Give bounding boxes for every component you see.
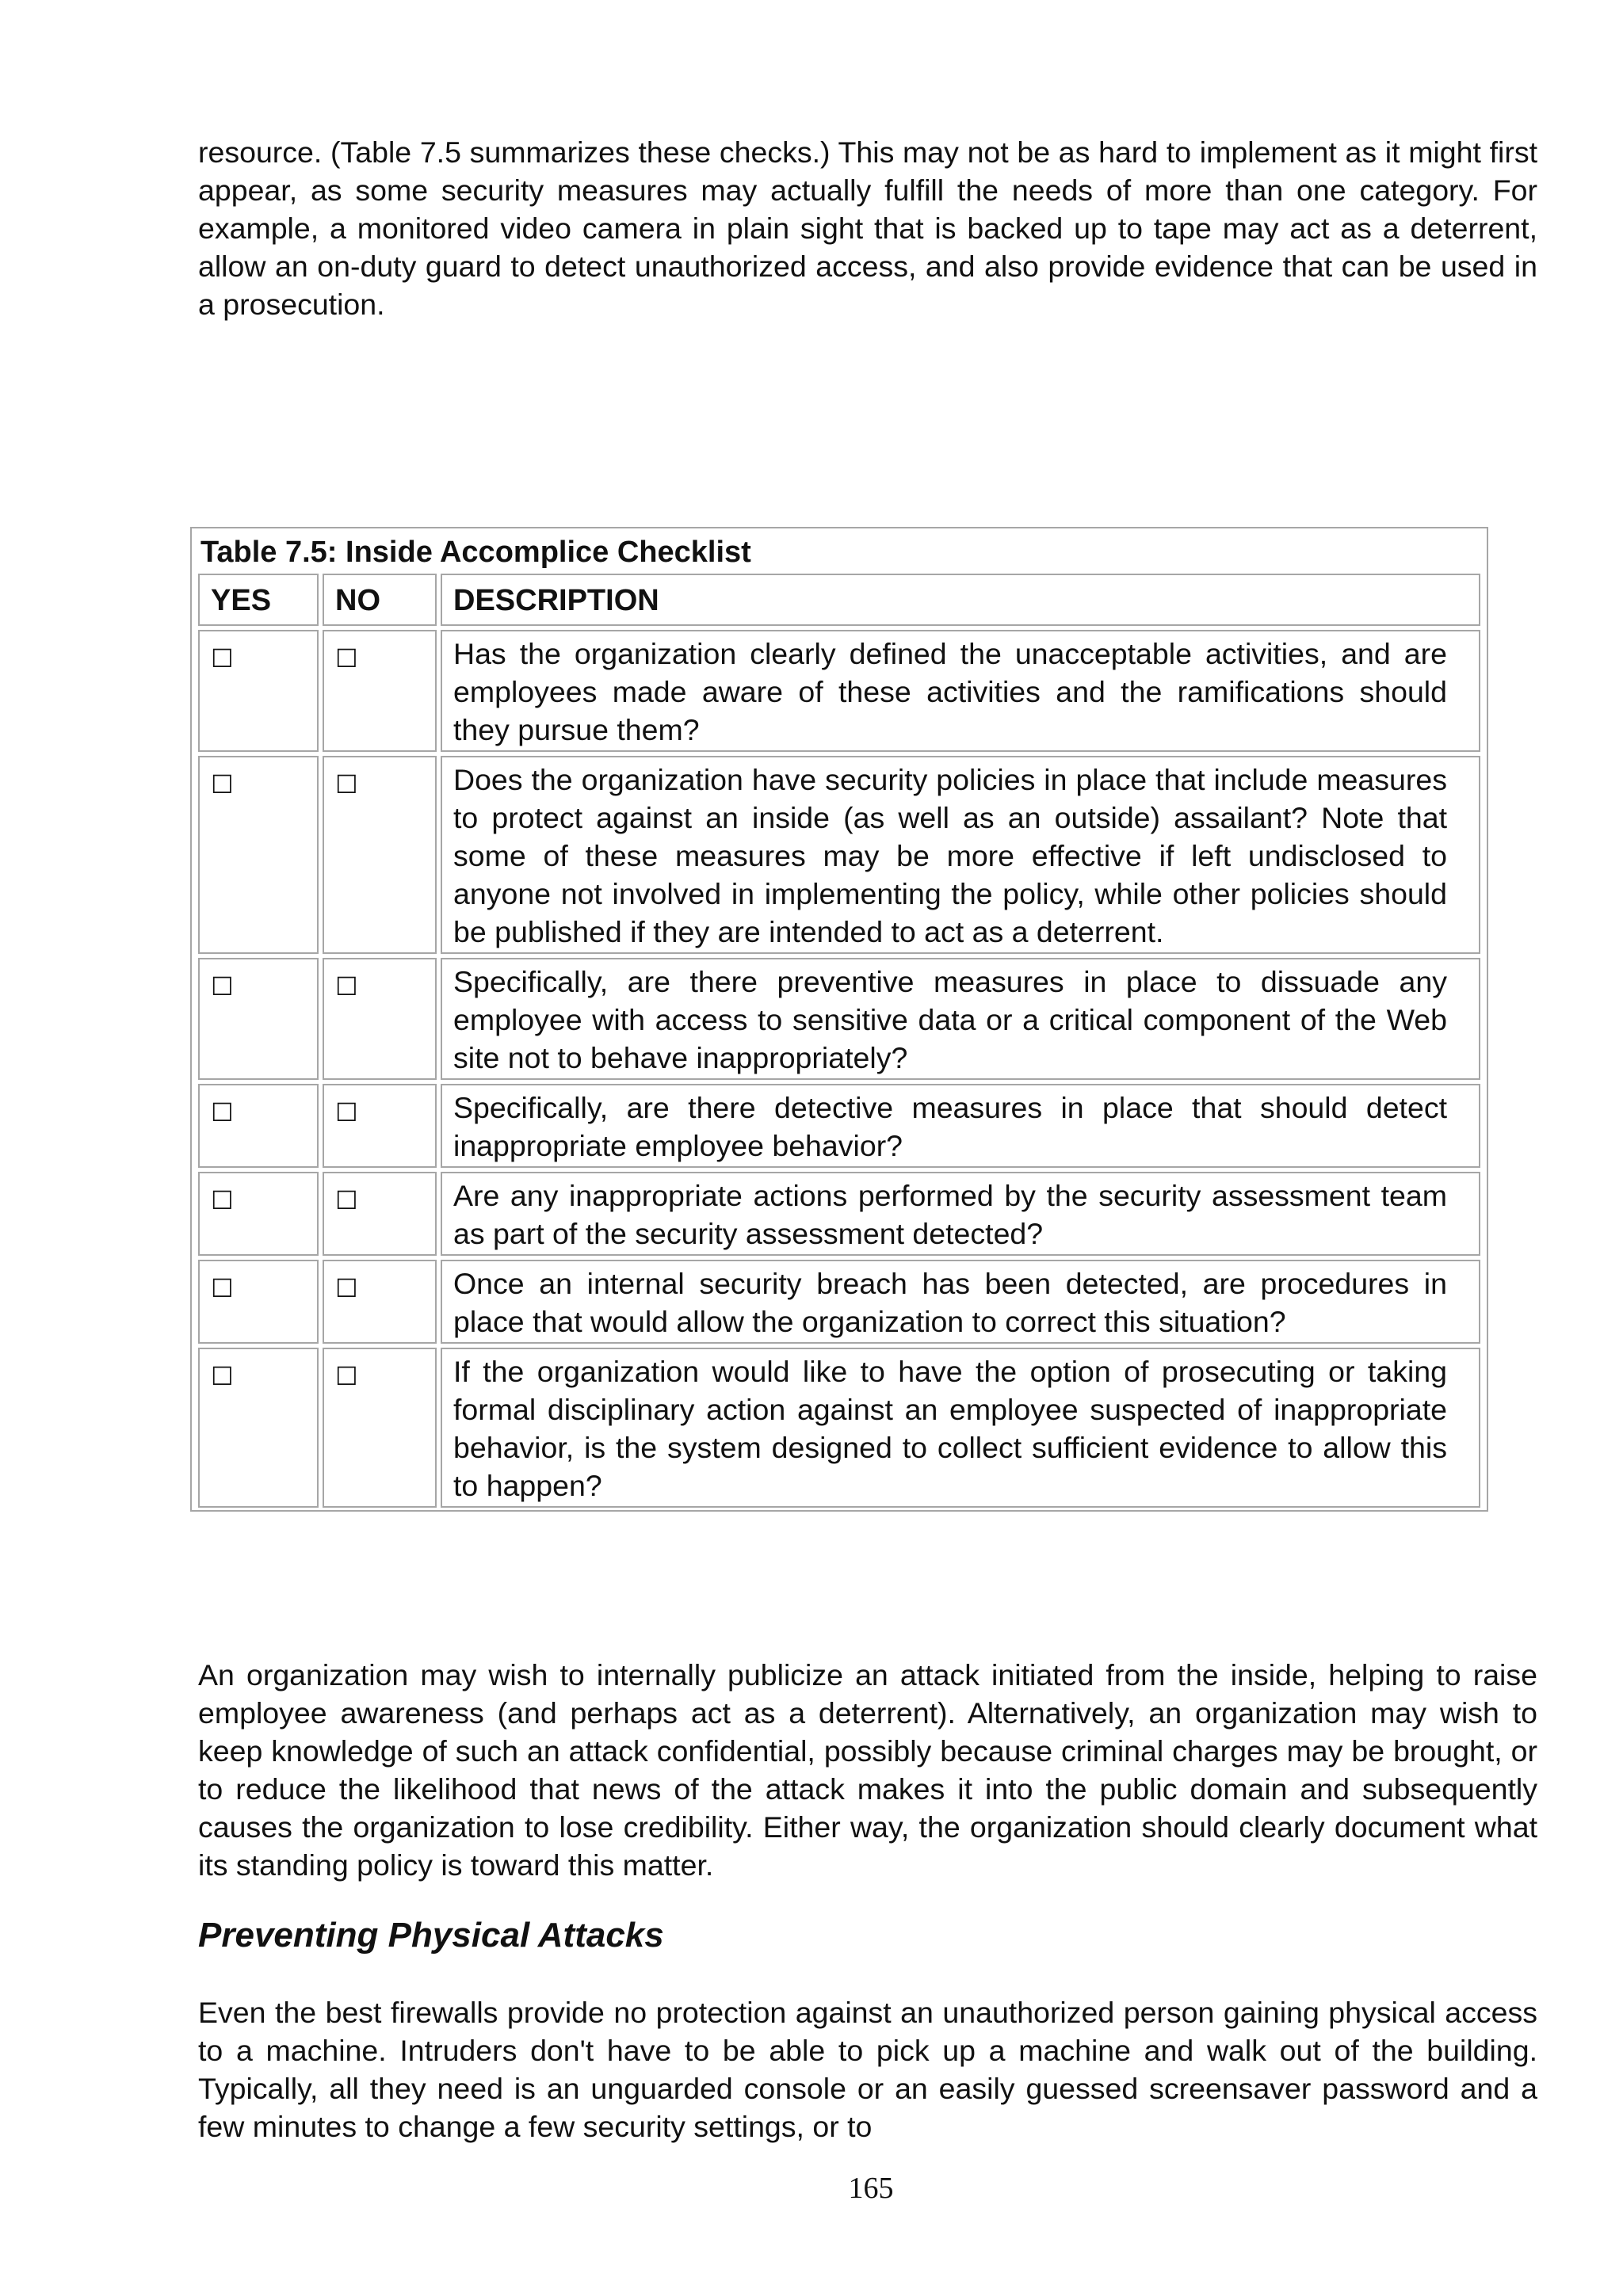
page-number: 165 [848, 2172, 894, 2205]
yes-checkbox[interactable]: ☐ [211, 770, 234, 799]
table-row [198, 1260, 1480, 1344]
yes-checkbox[interactable]: ☐ [211, 1362, 234, 1390]
after-table-paragraph: An organization may wish to internally publicize an attack initiated from the inside, helping to raise employee awareness (and perhaps act as a deterrent). Alternatively, an organization may wish to keep knowledge of such an attack confidential, possibly because criminal charges may be brought, or to reduce the likelihood that news of the attack makes it into the public domain and subsequently causes the organization to lose credibility. Either way, the organization should clearly document what its standing policy is toward this matter. [198, 1658, 1537, 1882]
no-checkbox[interactable]: ☐ [335, 644, 358, 673]
row-description: Has the organization clearly defined the unacceptable activities, and are employees made aware of these activities and the ramifications should they pursue them? [441, 630, 1480, 752]
section-heading: Preventing Physical Attacks [198, 1916, 664, 1955]
row-description: Specifically, are there detective measures in place that should detect inappropriate employee behavior? [441, 1084, 1480, 1168]
row-description: Once an internal security breach has been detected, are procedures in place that would allow the organization to correct this situation? [441, 1260, 1480, 1344]
row-description: Are any inappropriate actions performed by the security assessment team as part of the security assessment detected? [441, 1172, 1480, 1256]
physical-attacks-paragraph: Even the best firewalls provide no protection against an unauthorized person gaining physical access to a machine. Intruders don't have to be able to pick up a machine and walk out of the building. Typically, all they need is an unguarded console or an easily guessed screensaver password and a few minutes to change a few security settings, or to [198, 1996, 1537, 2143]
yes-checkbox[interactable]: ☐ [211, 1098, 234, 1127]
row-description: Does the organization have security policies in place that include measures to protect against an inside (as well as an outside) assailant? Note that some of these measures may be more effective if left undisclosed to anyone not involved in implementing the policy, while other policies should be published if they are intended to act as a deterrent. [441, 756, 1480, 954]
no-checkbox[interactable]: ☐ [335, 1362, 358, 1390]
row-description: If the organization would like to have the option of prosecuting or taking formal disciplinary action against an employee suspected of inappropriate behavior, is the system designed to collect sufficient evidence to allow this to happen? [441, 1348, 1480, 1508]
no-checkbox[interactable]: ☐ [335, 770, 358, 799]
yes-checkbox[interactable]: ☐ [211, 1274, 234, 1302]
yes-checkbox[interactable]: ☐ [211, 644, 234, 673]
header-no: NO [323, 574, 437, 626]
no-checkbox[interactable]: ☐ [335, 972, 358, 1001]
yes-checkbox[interactable]: ☐ [211, 972, 234, 1001]
row-description: Specifically, are there preventive measures in place to dissuade any employee with access to sensitive data or a critical component of the Web site not to behave inappropriately? [441, 958, 1480, 1080]
no-checkbox[interactable]: ☐ [335, 1098, 358, 1127]
table-caption: Table 7.5: Inside Accomplice Checklist [200, 536, 751, 569]
table-row [198, 1348, 1480, 1508]
intro-paragraph: resource. (Table 7.5 summarizes these checks.) This may not be as hard to implement as it might first appear, as some security measures may actually fulfill the needs of more than one category. For example, a monitored video camera in plain sight that is backed up to tape may act as a deterrent, allow an on-duty guard to detect unauthorized access, and also provide evidence that can be used in a prosecution. [198, 135, 1537, 321]
header-description: DESCRIPTION [441, 574, 1480, 626]
table-row [198, 958, 1480, 1080]
header-yes: YES [198, 574, 319, 626]
no-checkbox[interactable]: ☐ [335, 1186, 358, 1215]
no-checkbox[interactable]: ☐ [335, 1274, 358, 1302]
table-row [198, 1172, 1480, 1256]
table-row [198, 756, 1480, 954]
checklist-table [190, 527, 1488, 1512]
table-row [198, 630, 1480, 752]
yes-checkbox[interactable]: ☐ [211, 1186, 234, 1215]
table-row [198, 1084, 1480, 1168]
